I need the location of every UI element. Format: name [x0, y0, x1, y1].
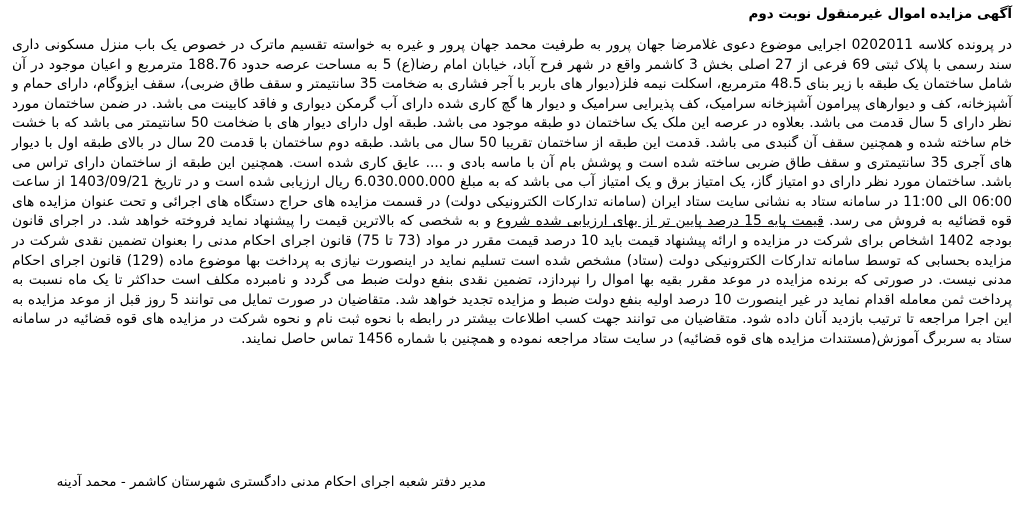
notice-body-underlined: قیمت پایه 15 درصد پایین تر از بهای ارزیابی شده شروع [496, 213, 824, 230]
notice-body-part2: و به شخصی که بالاترین قیمت را پیشنهاد نماید فروخته خواهد شد. در اجرای قانون بودجه 1402 اشخاص برای شرکت در مزایده و ارائه پیشنهاد قیمت باید 10 درصد قیمت مقرر در مواد (73 تا 75) قانون اجرای احکام مدنی را بعنوان تضمین نقدی شرکت در مزایده بحسابی که توسط سامانه تدارکات الکترونیکی دولت (ستاد) مشخص شده است تسلیم نماید در اینصورت نیازی به پرداخت بها موضوع ماده (129) قانون اجرای احکام مدنی نیست. در صورتی که برنده مزایده در موعد مقرر بقیه بها اموال را نپردازد، تضمین نقدی بنفع دولت ضبط می گردد و نامبرده مکلف است حداکثر تا یک ماه نسبت به پرداخت ثمن معامله اقدام نماید در غیر اینصورت 10 درصد اولیه بنفع دولت ضبط و مزایده تجدید خواهد شد. متقاضیان در صورت تمایل می توانند 5 روز قبل از موعد مزایده به این اجرا مراجعه تا ترتیب بازدید آنان داده شود. متقاضیان می توانند جهت کسب اطلاعات بیشتر در رابطه با نحوه ثبت نام و نحوه شرکت در مزایده های قوه قضائیه در سامانه ستاد به سربرگ آموزش(مستندات مزایده های قوه قضائیه) در سایت ستاد مراجعه نموده و همچنین با شماره 1456 تماس حاصل نمایند. [12, 213, 1012, 347]
notice-body-part1: در پرونده کلاسه 0202011 اجرایی موضوع دعوی غلامرضا جهان پرور به طرفیت محمد جهان پرور و غیره به خواسته تقسیم ماترک در خصوص یک باب منزل مسکونی داری سند رسمی با پلاک ثبتی 69 فرعی از 27 اصلی بخش 3 کاشمر واقع در شهر فرح آباد، خیابان امام رضا(ع) 5 به مساحت عرصه حدود 188.76 مترمربع و اعیان موجود در آن شامل ساختمان یک طبقه با زیر بنای 48.5 مترمربع، اسکلت نیمه فلز(دیوار های باربر با آجر فشاری به ضخامت 35 سانتیمتر و سقف طاق ضربی)، سقف ایزوگام، دارای حمام و آشپزخانه، کف و دیوارهای پیرامون آشپزخانه سرامیک، کف پذیرایی سرامیک و دیوار ها گچ کاری شده دارای آب گرمکن دیواری و فاقد کابینت می باشد. در ضمن ساختمان مورد نظر دارای 5 سال قدمت می باشد. بعلاوه در عرصه این ملک یک ساختمان دو طبقه موجود می باشد. طبقه اول دارای دیوار های با ضخامت 50 سانتیمتر می باشد که با خشت خام ساخته شده و همچنین سقف آن گنبدی می باشد. قدمت این طبقه از ساختمان تقریبا 50 سال می باشد. طبقه دوم ساختمان با قدمت 20 سال در بالای طبقه اول با دیوار های آجری 35 سانتیمتری و سقف طاق ضربی ساخته شده است و پوشش بام آن با ماسه بادی و .... عایق کاری شده است. همچنین این طبقه از ساختمان دارای تراس می باشد. ساختمان مورد نظر دارای دو امتیاز گاز، یک امتیاز برق و یک امتیاز آب می باشد که به مبلغ 6.030.000.000 ریال ارزیابی شده است و در تاریخ 1403/09/21 از ساعت 06:00 الی 11:00 در سامانه ستاد به نشانی سایت ستاد ایران (سامانه تدارکات الکترونیکی دولت) در قسمت مزایده های حراج دستگاه های اجرائی و تحت عنوان مزایده های قوه قضائیه به فروش می رسد. [12, 37, 1013, 230]
notice-title: آگهی مزایده اموال غیرمنقول نوبت دوم [748, 6, 1012, 22]
notice-body [12, 36, 1012, 350]
notice-signature: مدیر دفتر شعبه اجرای احکام مدنی دادگستری شهرستان کاشمر - محمد آدینه [56, 474, 486, 490]
